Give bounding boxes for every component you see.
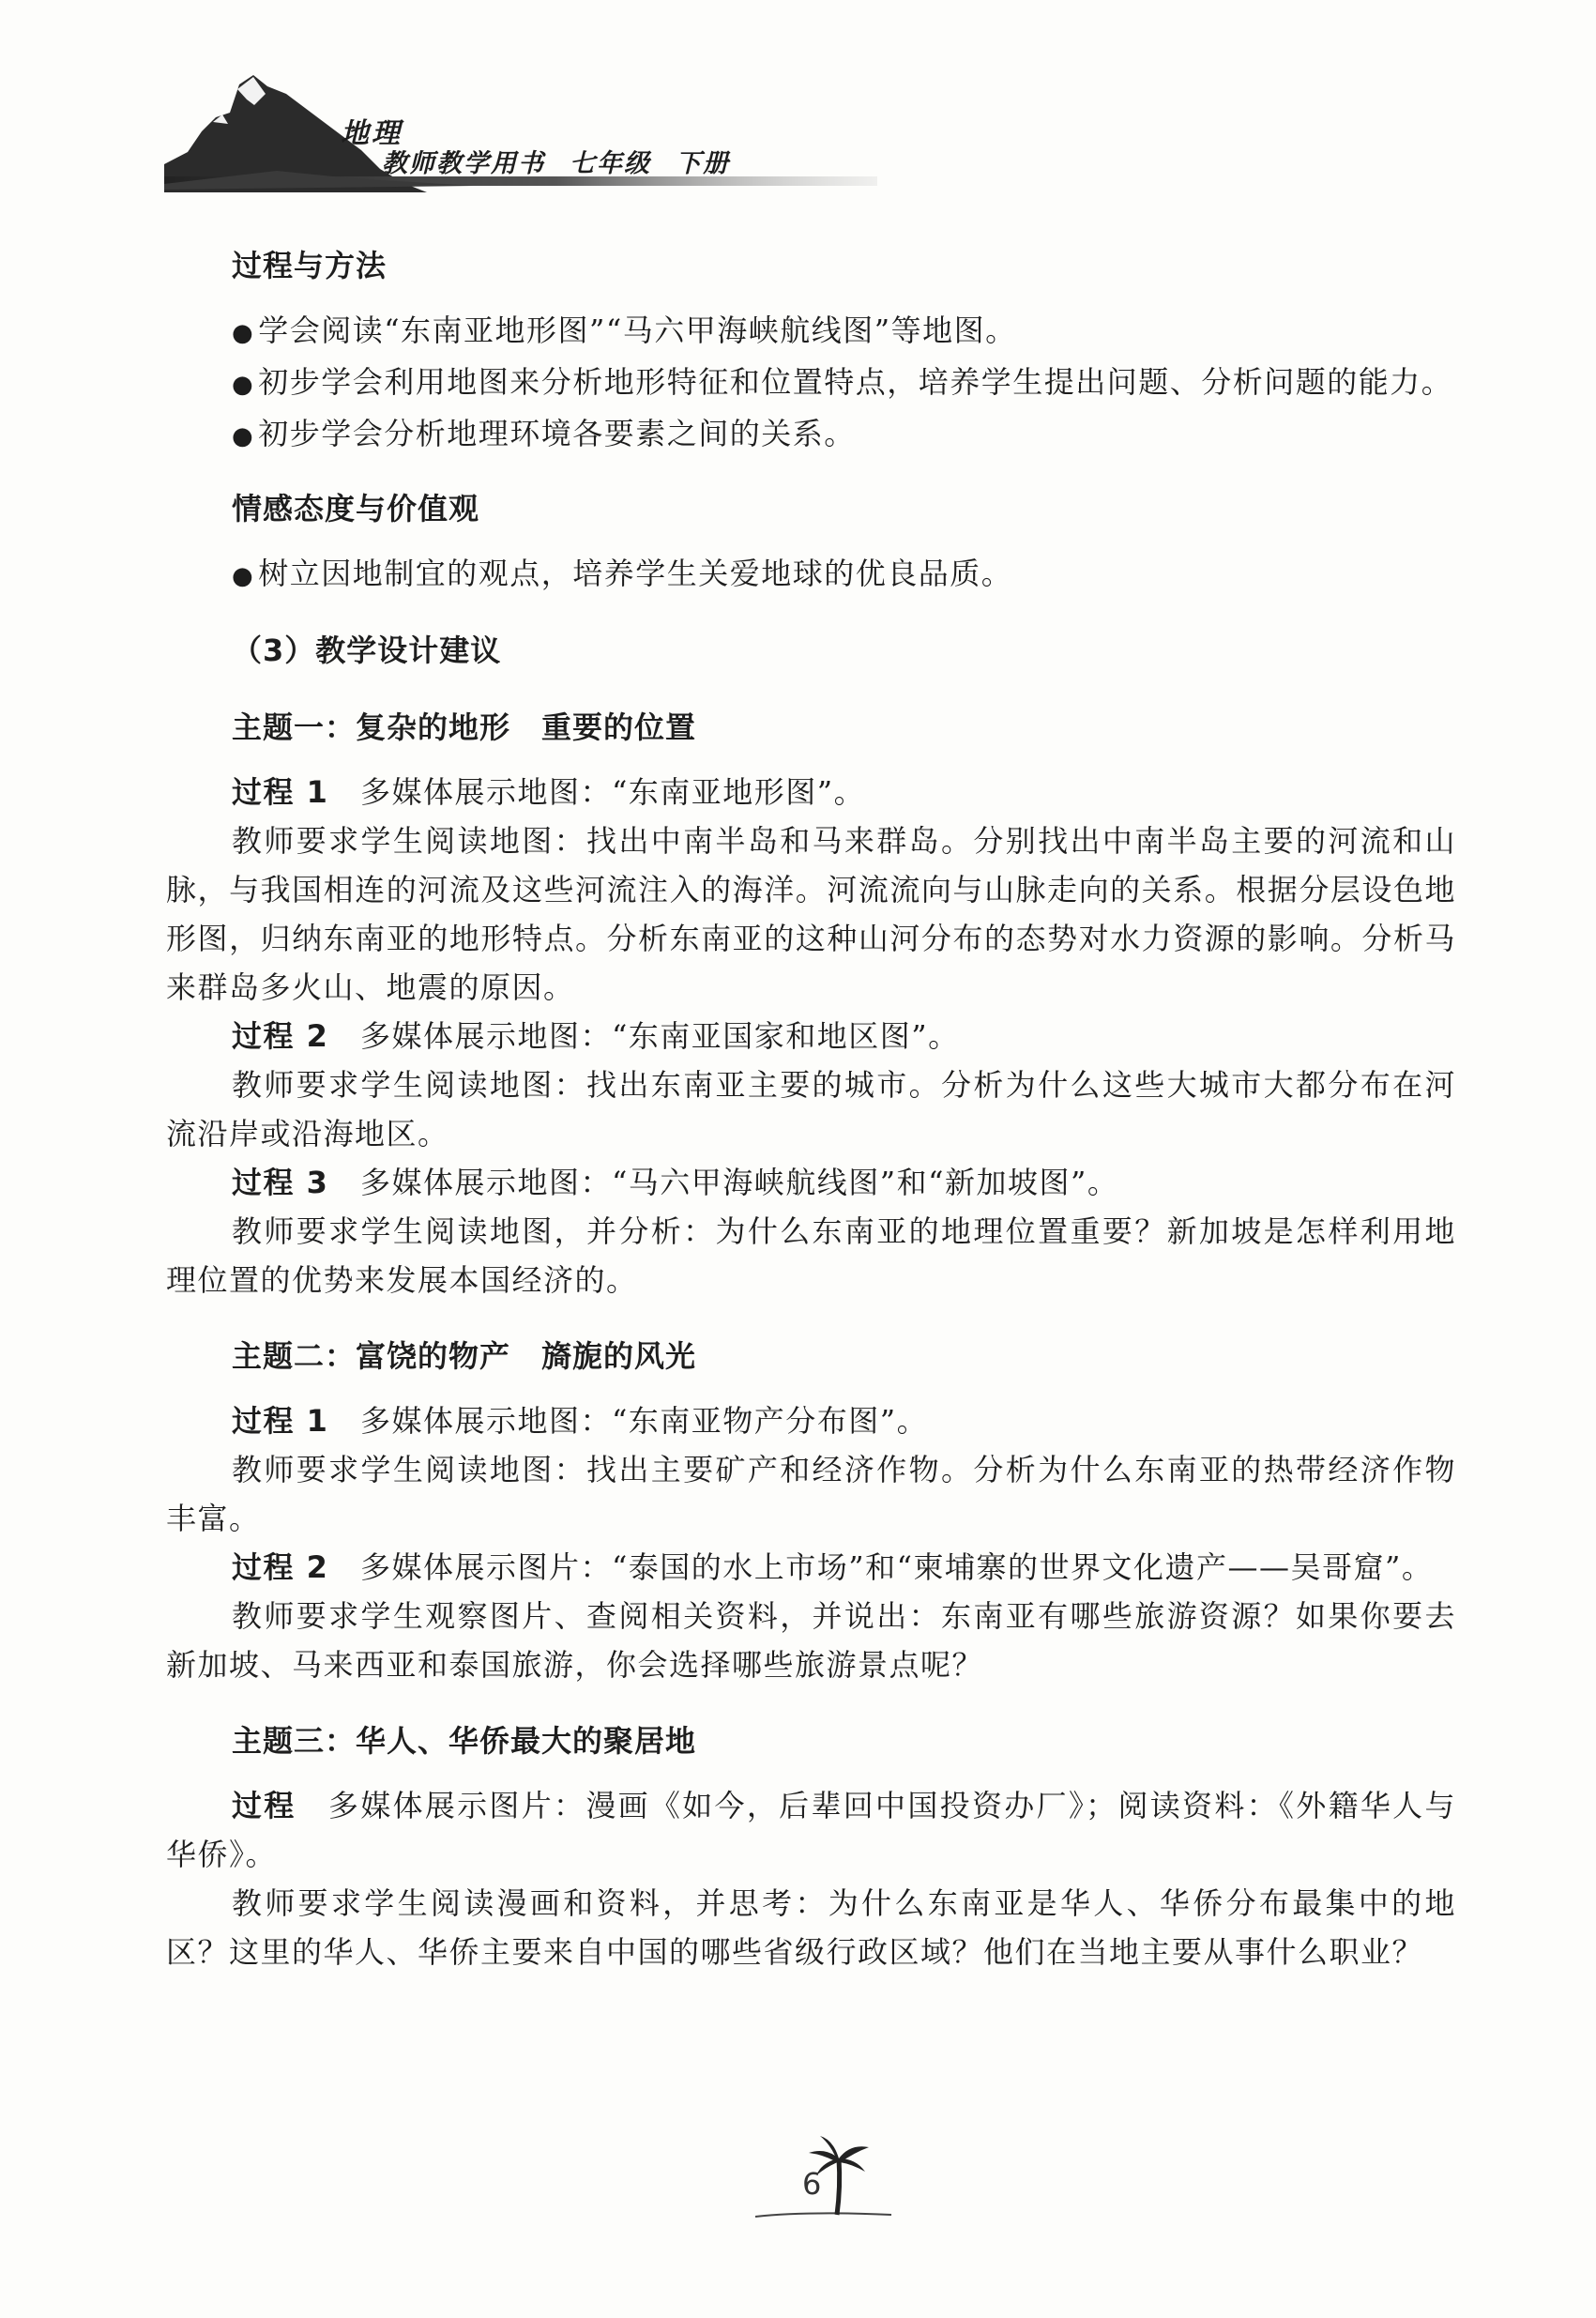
step-paragraph: 过程 3 多媒体展示地图：“马六甲海峡航线图”和“新加坡图”。 bbox=[232, 1165, 1119, 1200]
page-content bbox=[166, 242, 1456, 1976]
heading-theme3: 主题三：华人、华侨最大的聚居地 bbox=[232, 1723, 697, 1759]
step-paragraph: 教师要求学生观察图片、查阅相关资料，并说出：东南亚有哪些旅游资源？如果你要去新加坡、马来西亚和泰国旅游，你会选择哪些旅游景点呢？ bbox=[166, 1598, 1456, 1683]
palm-tree-icon bbox=[751, 2130, 901, 2243]
step-paragraph: 过程 2 多媒体展示图片：“泰国的水上市场”和“柬埔寨的世界文化遗产——吴哥窟”。 bbox=[232, 1549, 1434, 1585]
bullet-item: ● 初步学会分析地理环境各要素之间的关系。 bbox=[232, 416, 856, 451]
step-paragraph: 教师要求学生阅读地图：找出中南半岛和马来群岛。分别找出中南半岛主要的河流和山脉，与我国相连的河流及这些河流注入的海洋。河流流向与山脉走向的关系。根据分层设色地形图，归纳东南亚的地形特点。分析东南亚的这种山河分布的态势对水力资源的影响。分析马来群岛多火山、地震的原因。 bbox=[166, 823, 1456, 1005]
heading-design-suggestion: （3）教学设计建议 bbox=[232, 633, 502, 668]
step-paragraph: 教师要求学生阅读地图，并分析：为什么东南亚的地理位置重要？新加坡是怎样利用地理位置的优势来发展本国经济的。 bbox=[166, 1213, 1456, 1298]
header-book-title bbox=[382, 143, 754, 179]
bullet-item: ● 初步学会利用地图来分析地形特征和位置特点，培养学生提出问题、分析问题的能力。 bbox=[232, 364, 1453, 400]
bullet-dot-icon: ● bbox=[232, 422, 255, 450]
page-header bbox=[164, 66, 877, 197]
heading-process-methods: 过程与方法 bbox=[232, 248, 388, 283]
heading-theme2: 主题二：富饶的物产 旖旎的风光 bbox=[232, 1338, 697, 1374]
bullet-item: ● 学会阅读“东南亚地形图”“马六甲海峡航线图”等地图。 bbox=[232, 313, 1017, 348]
page-footer bbox=[751, 2130, 901, 2243]
page-number: 6 bbox=[802, 2166, 822, 2202]
step-paragraph: 过程 多媒体展示图片：漫画《如今，后辈回中国投资办厂》；阅读资料：《外籍华人与华侨》。 bbox=[166, 1788, 1456, 1872]
heading-theme1: 主题一：复杂的地形 重要的位置 bbox=[232, 709, 697, 745]
step-paragraph: 过程 1 多媒体展示地图：“东南亚物产分布图”。 bbox=[232, 1403, 929, 1439]
bullet-dot-icon: ● bbox=[232, 319, 255, 347]
header-grade: 七年级 bbox=[570, 149, 651, 178]
step-paragraph: 教师要求学生阅读地图：找出东南亚主要的城市。分析为什么这些大城市大都分布在河流沿岸或沿海地区。 bbox=[166, 1067, 1456, 1151]
step-paragraph: 教师要求学生阅读地图：找出主要矿产和经济作物。分析为什么东南亚的热带经济作物丰富。 bbox=[166, 1452, 1456, 1536]
step-paragraph: 教师要求学生阅读漫画和资料，并思考：为什么东南亚是华人、华侨分布最集中的地区？这里的华人、华侨主要来自中国的哪些省级行政区域？他们在当地主要从事什么职业？ bbox=[166, 1885, 1456, 1970]
bullet-item: ● 树立因地制宜的观点，培养学生关爱地球的优良品质。 bbox=[232, 556, 1013, 591]
header-book-name: 教师教学用书 bbox=[382, 149, 545, 178]
heading-attitude-values: 情感态度与价值观 bbox=[232, 491, 480, 526]
bullet-dot-icon: ● bbox=[232, 371, 255, 399]
bullet-dot-icon: ● bbox=[232, 562, 255, 590]
header-volume: 下册 bbox=[676, 149, 730, 178]
header-subject: 地理 bbox=[341, 117, 403, 150]
step-paragraph: 过程 1 多媒体展示地图：“东南亚地形图”。 bbox=[232, 774, 866, 810]
step-paragraph: 过程 2 多媒体展示地图：“东南亚国家和地区图”。 bbox=[232, 1018, 960, 1054]
